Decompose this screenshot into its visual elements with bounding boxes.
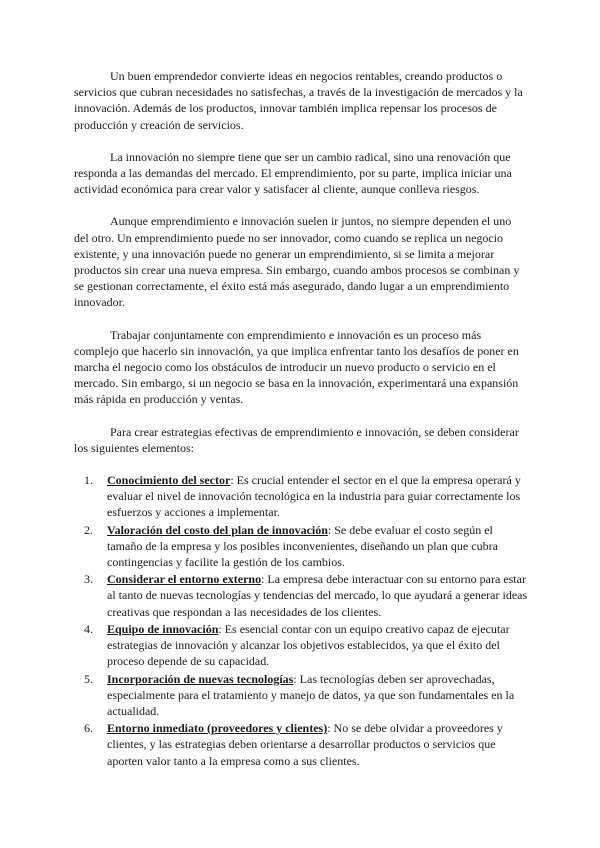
list-term: Conocimiento del sector xyxy=(107,473,231,488)
list-item xyxy=(74,571,528,620)
list-term: Valoración del costo del plan de innovación xyxy=(107,522,328,537)
list-item xyxy=(74,472,528,521)
paragraph-joint-work: Trabajar conjuntamente con emprendimiento e innovación es un proceso más complejo que hacerlo sin innovación, ya que implica enfrentar tanto los desafíos de poner en marcha el negocio como los obstáculos de introducir un nuevo producto o servicio en el mercado. Sin embargo, si un negocio se basa en la innovación, experimentará una expansión más rápida en producción y ventas. xyxy=(74,327,519,407)
list-number: 3. xyxy=(84,572,93,587)
list-item xyxy=(74,522,528,571)
list-item xyxy=(74,671,528,720)
list-text: : Es crucial entender el sector en el que la empresa operará y evaluar el nivel de innovación tecnológica en la industria para guiar correctamente los esfuerzos y acciones a implementar. xyxy=(107,473,521,520)
list-term: Entorno inmediato (proveedores y clientes) xyxy=(107,721,328,736)
list-number: 5. xyxy=(84,671,93,686)
paragraph-relationship: Aunque emprendimiento e innovación suelen ir juntos, no siempre dependen el uno del otro. Un emprendimiento puede no ser innovador, como cuando se replica un negocio existente, y una innovación puede no generar un emprendimiento, si se limita a mejorar productos sin crear una nueva empresa. Sin embargo, cuando ambos procesos se combinan y se gestionan correctamente, el éxito está más asegurado, dando lugar a un emprendimiento innovador. xyxy=(74,214,520,310)
document-page xyxy=(74,68,528,770)
paragraph-intro: Un buen emprendedor convierte ideas en negocios rentables, creando productos o servicios que cubran necesidades no satisfechas, a través de la investigación de mercados y la innovación. Además de los productos, innovar también implica repensar los procesos de producción y creación de servicios. xyxy=(74,69,523,132)
list-item xyxy=(74,720,528,769)
list-text: : No se debe olvidar a proveedores y clientes, y las estrategias deben orientarse a desarrollar productos o servicios que aporten valor tanto a la empresa como a sus clientes. xyxy=(107,721,503,768)
list-term: Considerar el entorno externo xyxy=(107,572,262,587)
list-text: : Las tecnologías deben ser aprovechadas, especialmente para el tratamiento y manejo de datos, ya que son fundamentales en la actualidad. xyxy=(107,671,515,718)
strategy-elements-list xyxy=(74,472,528,769)
list-text: : La empresa debe interactuar con su entorno para estar al tanto de nuevas tecnologías y tendencias del mercado, lo que ayudará a generar ideas creativas que respondan a las necesidades de los clientes. xyxy=(107,572,528,619)
list-item xyxy=(74,621,528,670)
list-number: 1. xyxy=(84,473,93,488)
list-number: 6. xyxy=(84,721,93,736)
list-term: Incorporación de nuevas tecnologías xyxy=(107,671,294,686)
list-text: : Se debe evaluar el costo según el tamaño de la empresa y los posibles inconvenientes, diseñando un plan que cubra contingencias y facilite la gestión de los cambios. xyxy=(107,522,498,570)
list-term: Equipo de innovación xyxy=(107,621,219,636)
list-number: 4. xyxy=(84,621,93,636)
paragraph-strategies: Para crear estrategias efectivas de emprendimiento e innovación, se deben considerar los siguientes elementos: xyxy=(74,424,519,455)
paragraph-innovation: La innovación no siempre tiene que ser un cambio radical, sino una renovación que responda a las demandas del mercado. El emprendimiento, por su parte, implica iniciar una actividad económica para crear valor y satisfacer al cliente, aunque conlleva riesgos. xyxy=(74,149,512,197)
list-number: 2. xyxy=(84,522,93,537)
list-text: : Es esencial contar con un equipo creativo capaz de ejecutar estrategias de innovación y alcanzar los objetivos establecidos, ya que el éxito del proceso depende de su capacidad. xyxy=(107,621,510,669)
